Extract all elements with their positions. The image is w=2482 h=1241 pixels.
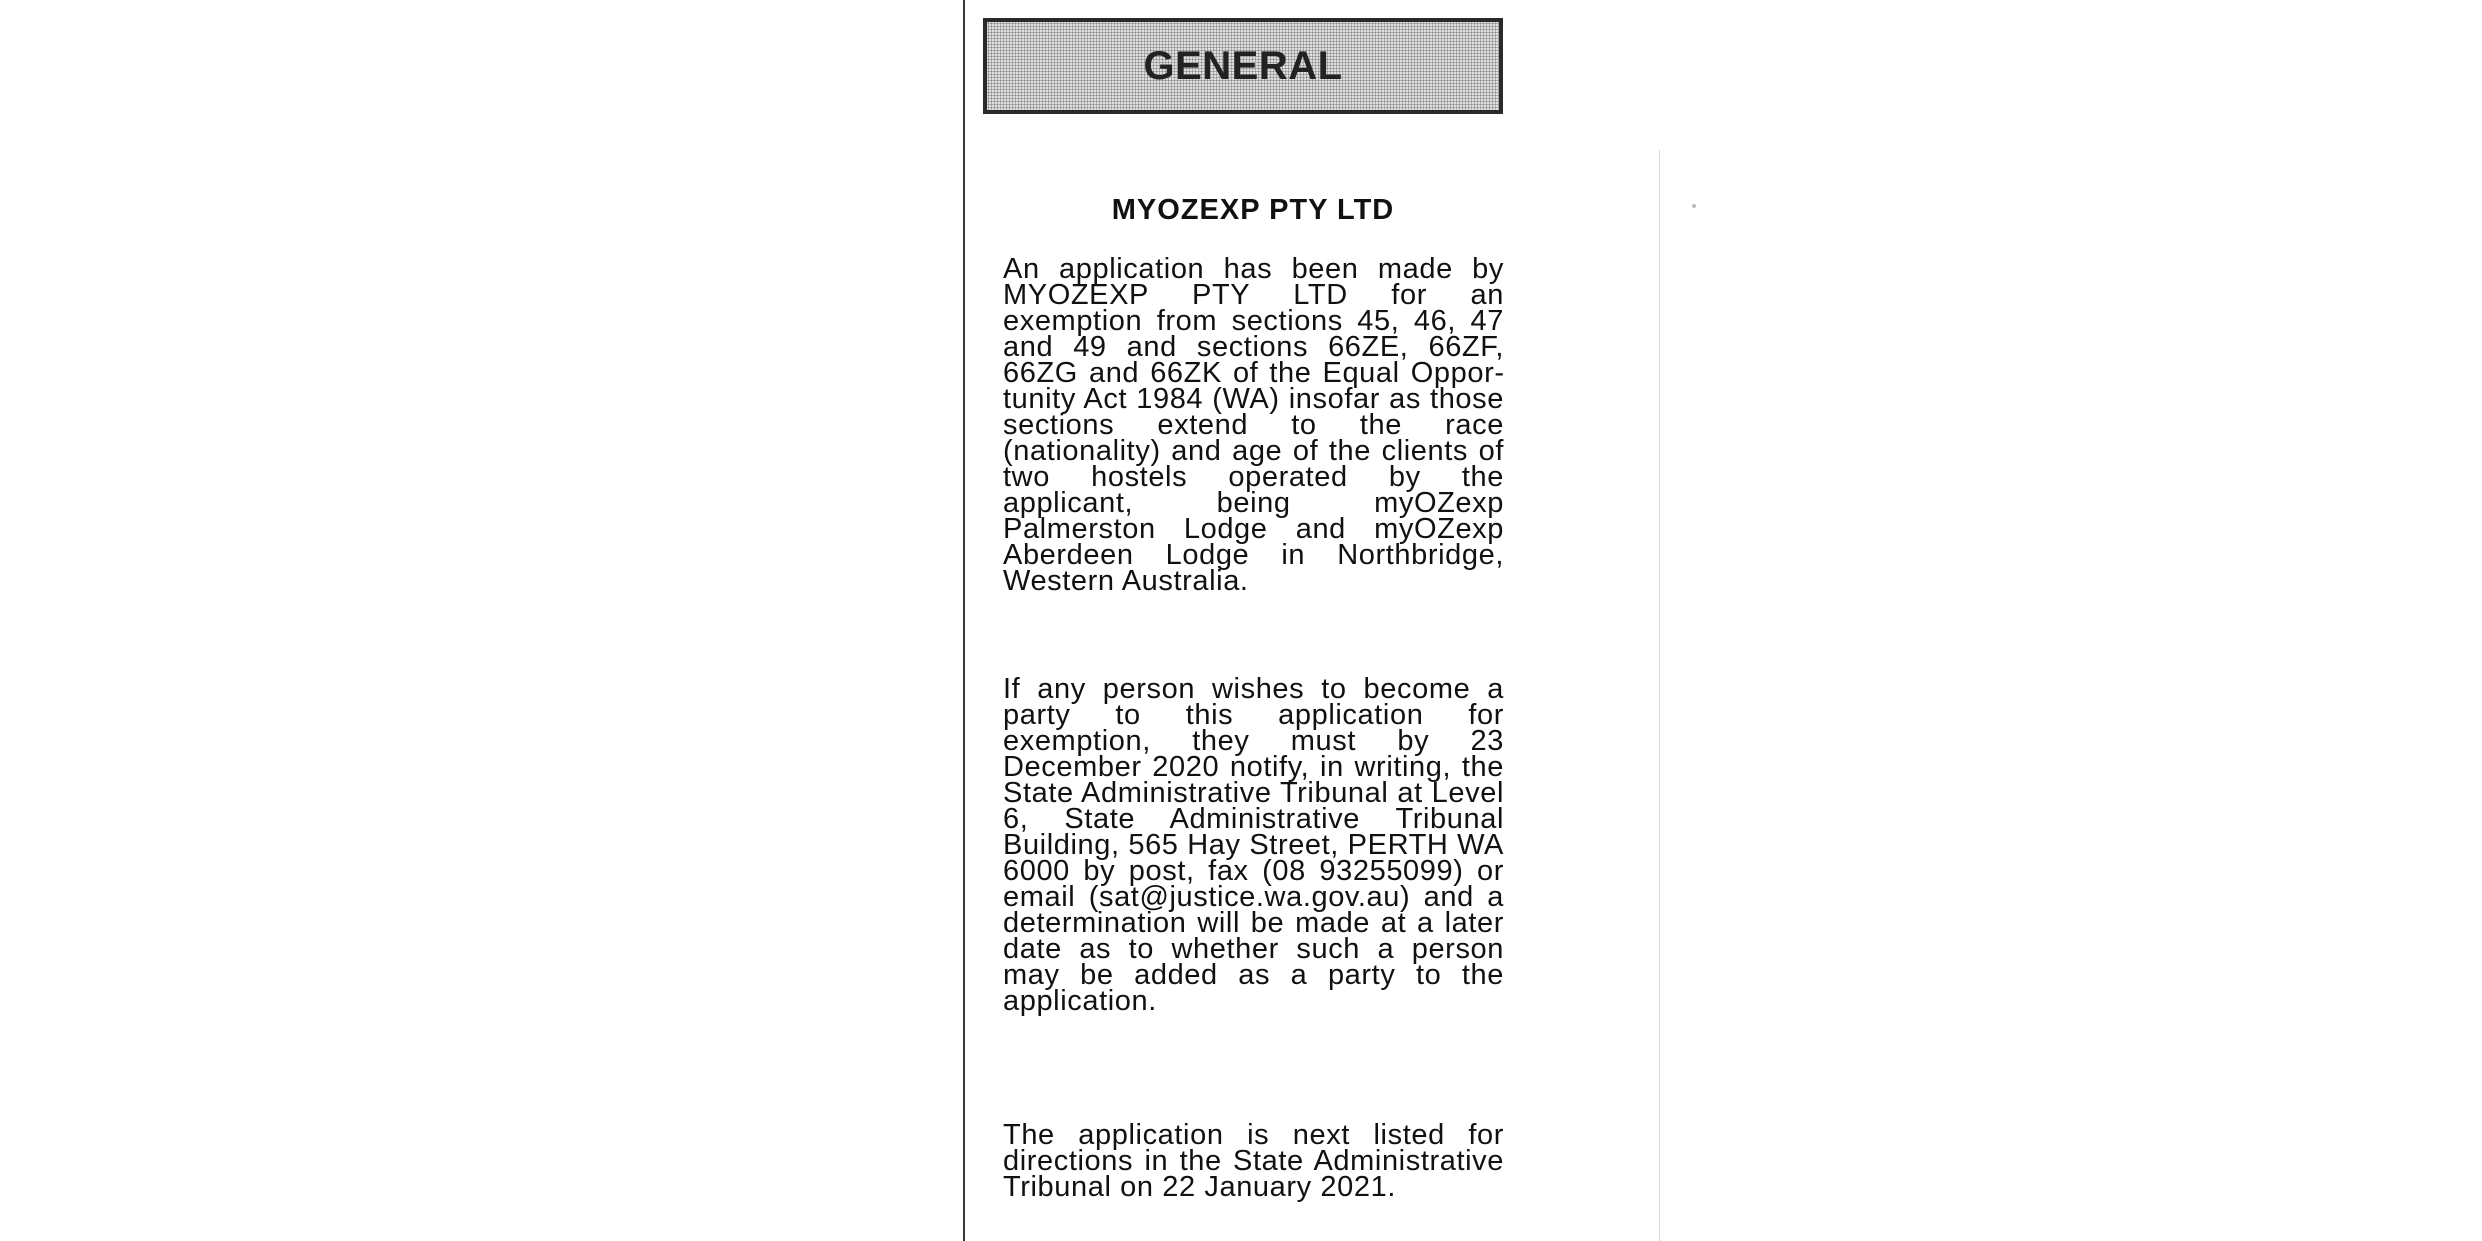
paragraph-text: An application has been made by MYOZEXP PTY LTD for an exemption from sections 45, 46, 47 and 49 and sections 66ZE, 66ZF, 66ZG and 66ZK of the Equal Opportunity Act 1984 (WA) insofar as those sections extend to the race (nationality) and age of the clients of two hostels operated by the applicant, being myOZexp Palmerston Lodge and myOZexp Aberdeen Lodge in Northbridge, Western Australia. — [1003, 253, 1504, 597]
section-header-box — [983, 18, 1503, 114]
notice-paragraph-become-party — [1003, 673, 1504, 1017]
column-rule-right — [1659, 150, 1660, 1241]
column-rule-left — [963, 0, 965, 1241]
paragraph-text: The application is next listed for directions in the State Administrative Tribunal on 22 January 2021. — [1003, 1119, 1504, 1203]
notice-paragraph-application — [1003, 253, 1504, 597]
paragraph-text: If any person wishes to become a party to this application for exemption, they must by 23 December 2020 notify, in writing, the State Administrative Tribunal at Level 6, State Administrative Tribunal Building, 565 Hay Street, PERTH WA 6000 by post, fax (08 93255099) or email (sat@justice.wa.gov.au) and a determination will be made at a later date as to whether such a person may be added as a party to the application. — [1003, 673, 1504, 1017]
notice-title: MYOZEXP PTY LTD — [1111, 194, 1395, 226]
notice-paragraph-next-listing — [1003, 1119, 1504, 1203]
section-header-title: GENERAL — [1143, 43, 1343, 88]
scan-speck — [1692, 204, 1696, 208]
